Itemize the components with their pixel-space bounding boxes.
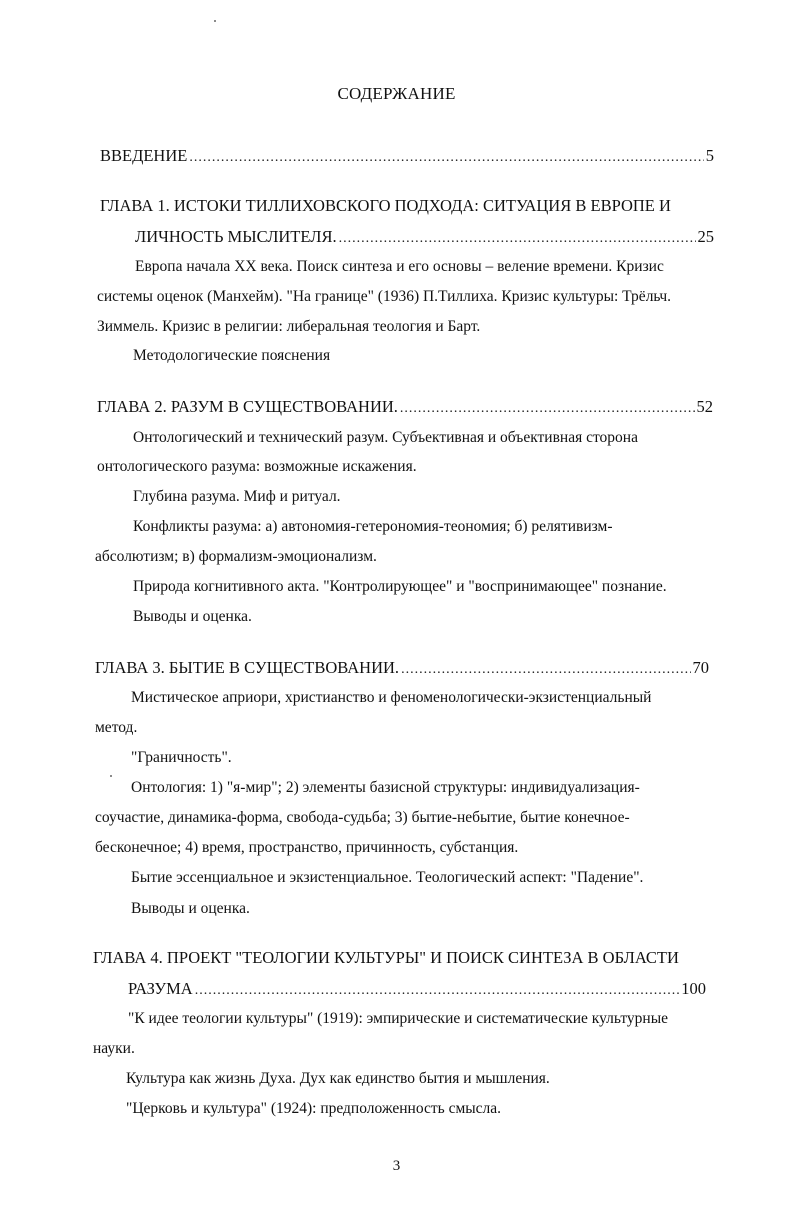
chapter-4-heading[interactable]: ГЛАВА 4. ПРОЕКТ "ТЕОЛОГИИ КУЛЬТУРЫ" И ПОИСК СИНТЕЗА В ОБЛАСТИ <box>93 948 679 967</box>
chapter-2-section-text: Конфликты разума: а) автономия-гетерономия-теономия; б) релятивизм- <box>133 518 613 535</box>
chapter-2-section-text: онтологического разума: возможные искажения. <box>97 458 417 475</box>
dot-leader <box>339 231 696 247</box>
toc-entry-chapter-4[interactable] <box>128 979 706 999</box>
chapter-1-section-text: Зиммель. Кризис в религии: либеральная теология и Барт. <box>97 318 481 335</box>
chapter-1-section-text: Европа начала XX века. Поиск синтеза и его основы – веление времени. Кризис <box>135 258 664 275</box>
chapter-3-section-text: бесконечное; 4) время, пространство, причинность, субстанция. <box>95 839 519 856</box>
chapter-3-section-text: соучастие, динамика-форма, свобода-судьба; 3) бытие-небытие, бытие конечное- <box>95 809 630 826</box>
toc-entry-chapter-3[interactable] <box>95 658 709 678</box>
toc-entry-label: РАЗУМА <box>128 979 193 998</box>
toc-entry-introduction[interactable] <box>100 146 714 166</box>
toc-entry-label: ВВЕДЕНИЕ <box>100 146 188 165</box>
chapter-4-section-text: Культура как жизнь Духа. Дух как единство бытия и мышления. <box>126 1070 550 1087</box>
toc-page-number: 100 <box>681 979 706 998</box>
chapter-3-section-text: Бытие эссенциальное и экзистенциальное. Теологический аспект: "Падение". <box>131 869 644 886</box>
toc-entry-label: ГЛАВА 3. БЫТИЕ В СУЩЕСТВОВАНИИ. <box>95 658 400 677</box>
chapter-1-section-text: системы оценок (Манхейм). "На границе" (1936) П.Тиллиха. Кризис культуры: Трёльч. <box>97 288 671 305</box>
chapter-4-section-text: "К идее теологии культуры" (1919): эмпирические и систематические культурные <box>128 1010 669 1027</box>
chapter-2-section-text: Природа когнитивного акта. "Контролирующее" и "воспринимающее" познание. <box>133 578 667 595</box>
dot-leader <box>195 983 680 999</box>
dot-leader <box>400 401 695 417</box>
chapter-2-section-text: абсолютизм; в) формализм-эмоционализм. <box>95 548 377 565</box>
chapter-1-section-text: Методологические пояснения <box>133 347 331 364</box>
dot-leader <box>401 662 690 678</box>
chapter-3-section-text: метод. <box>95 719 138 736</box>
toc-page-number: 5 <box>705 146 714 165</box>
chapter-3-section-text: Онтология: 1) "я-мир"; 2) элементы базисной структуры: индивидуализация- <box>131 779 640 796</box>
chapter-3-section-text: Выводы и оценка. <box>131 900 250 917</box>
chapter-2-section-text: Глубина разума. Миф и ритуал. <box>133 488 341 505</box>
chapter-3-section-text: "Граничность". <box>131 749 232 766</box>
toc-entry-chapter-2[interactable] <box>97 397 713 417</box>
chapter-4-section-text: "Церковь и культура" (1924): предположенность смысла. <box>126 1100 502 1117</box>
page-title: СОДЕРЖАНИЕ <box>337 84 456 103</box>
toc-page-number: 52 <box>696 397 713 416</box>
scan-speck <box>214 20 216 22</box>
toc-page-number: 70 <box>692 658 709 677</box>
chapter-2-section-text: Выводы и оценка. <box>133 608 252 625</box>
scan-speck <box>110 775 112 777</box>
toc-page-number: 25 <box>697 227 714 246</box>
chapter-3-section-text: Мистическое априори, христианство и феноменологически-экзистенциальный <box>131 689 652 706</box>
page-number: 3 <box>392 1158 401 1174</box>
toc-entry-chapter-1[interactable] <box>135 227 714 247</box>
toc-entry-label: ГЛАВА 2. РАЗУМ В СУЩЕСТВОВАНИИ. <box>97 397 398 416</box>
chapter-2-section-text: Онтологический и технический разум. Субъективная и объективная сторона <box>133 429 638 446</box>
chapter-4-section-text: науки. <box>93 1040 135 1057</box>
chapter-1-heading[interactable]: ГЛАВА 1. ИСТОКИ ТИЛЛИХОВСКОГО ПОДХОДА: СИТУАЦИЯ В ЕВРОПЕ И <box>100 196 671 215</box>
dot-leader <box>189 150 703 166</box>
toc-entry-label: ЛИЧНОСТЬ МЫСЛИТЕЛЯ. <box>135 227 337 246</box>
